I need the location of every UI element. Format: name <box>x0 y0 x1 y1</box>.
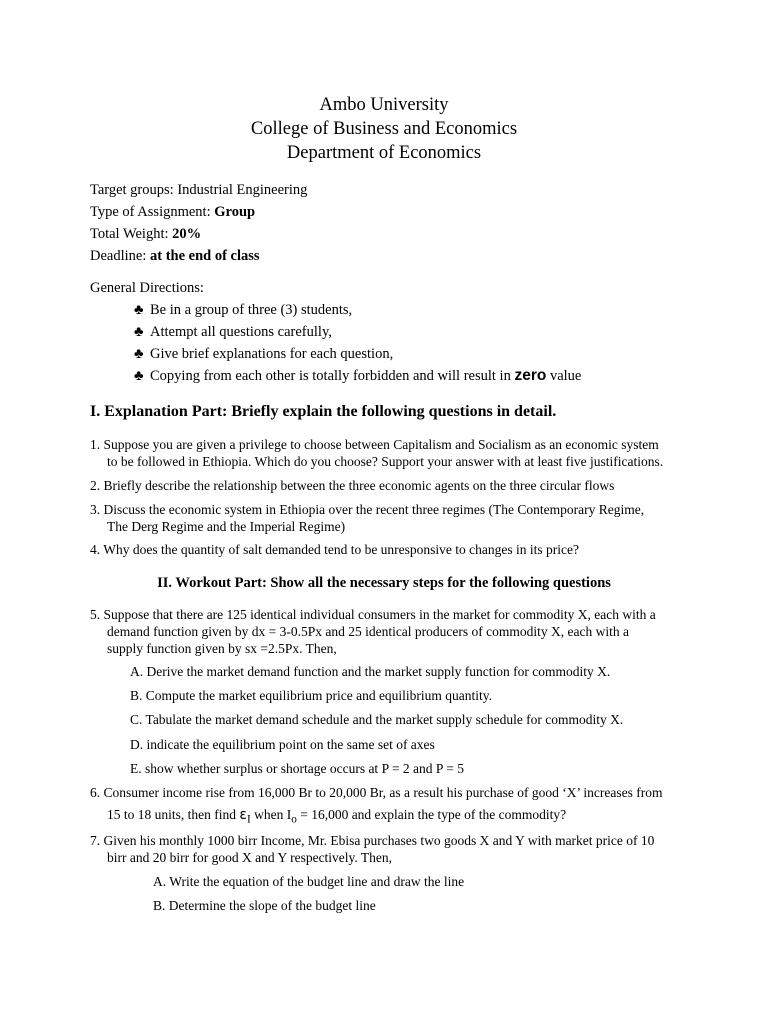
q5-part-a: A. Derive the market demand function and the market supply function for commodity X. <box>130 664 611 679</box>
list-item: ♣ Copying from each other is totally forbidden and will result in zero value <box>90 365 581 389</box>
question-3: 3. Discuss the economic system in Ethiopia over the recent three regimes (The Contemporary Regime, The Derg Regime and the Imperial Regime) <box>90 502 645 534</box>
list-item: ♣ Give brief explanations for each question, <box>90 343 581 365</box>
club-bullet-icon: ♣ <box>134 302 144 318</box>
club-bullet-icon: ♣ <box>134 346 144 362</box>
document-header <box>0 93 768 165</box>
deadline: Deadline: at the end of class <box>90 248 260 264</box>
total-weight: Total Weight: 20% <box>90 226 202 242</box>
target-groups: Target groups: Industrial Engineering <box>90 182 308 198</box>
q7-part-b: B. Determine the slope of the budget line <box>153 898 376 913</box>
q5-part-d: D. indicate the equilibrium point on the same set of axes <box>130 737 435 752</box>
list-item: ♣ Be in a group of three (3) students, <box>90 299 581 321</box>
list-item: ♣ Attempt all questions carefully, <box>90 321 581 343</box>
section-2-title: II. Workout Part: Show all the necessary steps for the following questions <box>157 575 611 591</box>
income-elasticity-symbol: ε <box>239 807 247 823</box>
club-bullet-icon: ♣ <box>134 324 144 340</box>
question-5: 5. Suppose that there are 125 identical individual consumers in the market for commodity X, each with a demand function given by dx = 3-0.5Px and 25 identical producers of commodity X, each with a supply function given by sx =2.5Px. Then, <box>90 607 656 656</box>
directions-list <box>90 299 581 389</box>
university-name: Ambo University <box>319 95 449 115</box>
question-1: 1. Suppose you are given a privilege to choose between Capitalism and Socialism as an economic system to be followed in Ethiopia. Which do you choose? Support your answer with at least five justifications. <box>90 437 664 469</box>
q5-part-b: B. Compute the market equilibrium price and equilibrium quantity. <box>130 688 493 703</box>
zero-emphasis: zero <box>514 367 547 384</box>
q5-part-c: C. Tabulate the market demand schedule and the market supply schedule for commodity X. <box>130 712 624 727</box>
question-4: 4. Why does the quantity of salt demanded tend to be unresponsive to changes in its price? <box>90 542 580 557</box>
question-2: 2. Briefly describe the relationship between the three economic agents on the three circular flows <box>90 478 615 493</box>
assignment-type: Type of Assignment: Group <box>90 204 256 220</box>
assignment-info <box>90 179 307 267</box>
q5-part-e: E. show whether surplus or shortage occurs at P = 2 and P = 5 <box>130 761 465 776</box>
department-name: Department of Economics <box>286 143 482 163</box>
college-name: College of Business and Economics <box>250 119 518 139</box>
question-6: 6. Consumer income rise from 16,000 Br to 20,000 Br, as a result his purchase of good ‘X’ increases from 15 to 18 units, then find $\varepsilon_I$ when $I_o = 16,000$ and explain the type of the commodity? <box>90 785 663 826</box>
q7-part-a: A. Write the equation of the budget line and draw the line <box>153 874 465 889</box>
question-7: 7. Given his monthly 1000 birr Income, Mr. Ebisa purchases two goods X and Y with market price of 10 birr and 20 birr for good X and Y respectively. Then, <box>90 833 655 865</box>
club-bullet-icon: ♣ <box>134 368 144 384</box>
general-directions <box>90 277 581 389</box>
directions-heading: General Directions: <box>90 280 204 296</box>
section-1-title: I. Explanation Part: Briefly explain the following questions in detail. <box>90 403 557 420</box>
